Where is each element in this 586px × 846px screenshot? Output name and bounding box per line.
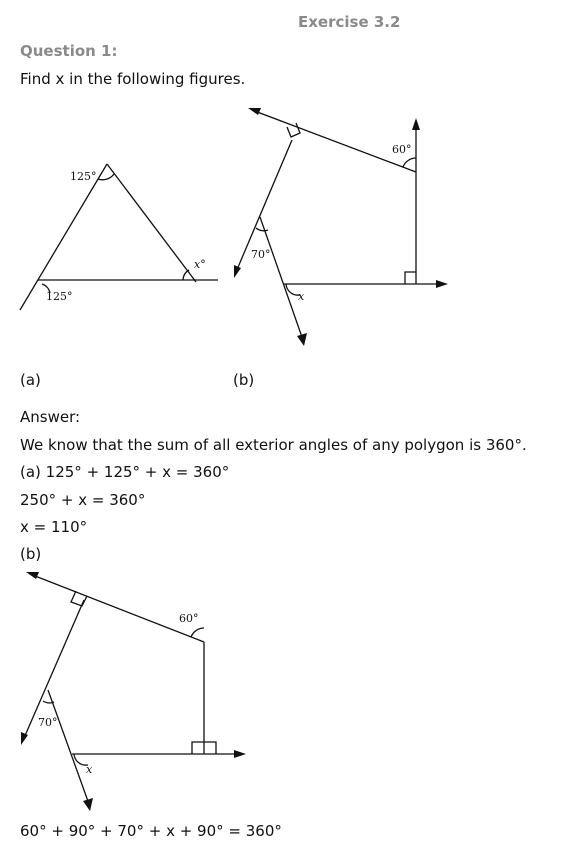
label-70: 70°: [251, 248, 271, 261]
label-70: 70°: [38, 716, 58, 729]
answer-line-3: x = 110°: [20, 518, 88, 536]
label-125-top: 125°: [70, 170, 97, 183]
label-x-degrees: x°: [194, 258, 206, 271]
answer-line-1: (a) 125° + 125° + x = 360°: [20, 463, 230, 481]
label-x: x: [298, 290, 305, 303]
top-side-line: [30, 574, 204, 642]
arrowhead-top-left: [248, 108, 261, 115]
caption-a: (a): [20, 371, 41, 389]
figure-b-answer: [16, 568, 256, 818]
arrowhead-up: [412, 118, 420, 130]
arrowhead-down: [83, 798, 93, 811]
label-60: 60°: [392, 143, 412, 156]
question-prompt: Find x in the following figures.: [20, 70, 246, 88]
arrowhead-down: [297, 333, 307, 346]
angle-arc-60: [403, 158, 416, 167]
arrowhead-right: [234, 750, 246, 758]
answer-part-b: (b): [20, 545, 42, 563]
arrowhead-right: [436, 280, 448, 288]
arrowhead-down-left: [234, 265, 241, 278]
figure-b-polygon: [228, 100, 458, 350]
triangle-right-side: [107, 164, 196, 282]
label-125-bottom: 125°: [46, 290, 73, 303]
right-angle-mark-bottom: [405, 272, 416, 284]
answer-line-2: 250° + x = 360°: [20, 491, 146, 509]
top-side-line: [252, 110, 416, 172]
lower-slanted-line: [260, 217, 303, 340]
label-x: x: [86, 763, 93, 776]
exercise-title: Exercise 3.2: [298, 13, 401, 31]
final-equation: 60° + 90° + 70° + x + 90° = 360°: [20, 822, 282, 840]
figure-a-triangle: [18, 150, 223, 315]
arrowhead-down-left: [21, 732, 28, 745]
answer-label: Answer:: [20, 408, 81, 426]
answer-statement: We know that the sum of all exterior angles of any polygon is 360°.: [20, 436, 527, 454]
arrowhead-top-left: [26, 572, 39, 579]
caption-b: (b): [233, 371, 255, 389]
question-heading: Question 1:: [20, 42, 118, 60]
triangle-left-side: [20, 164, 107, 310]
angle-arc-70: [256, 228, 268, 231]
lower-slanted-line: [48, 690, 89, 804]
angle-arc-60: [191, 628, 204, 637]
label-60: 60°: [179, 612, 199, 625]
